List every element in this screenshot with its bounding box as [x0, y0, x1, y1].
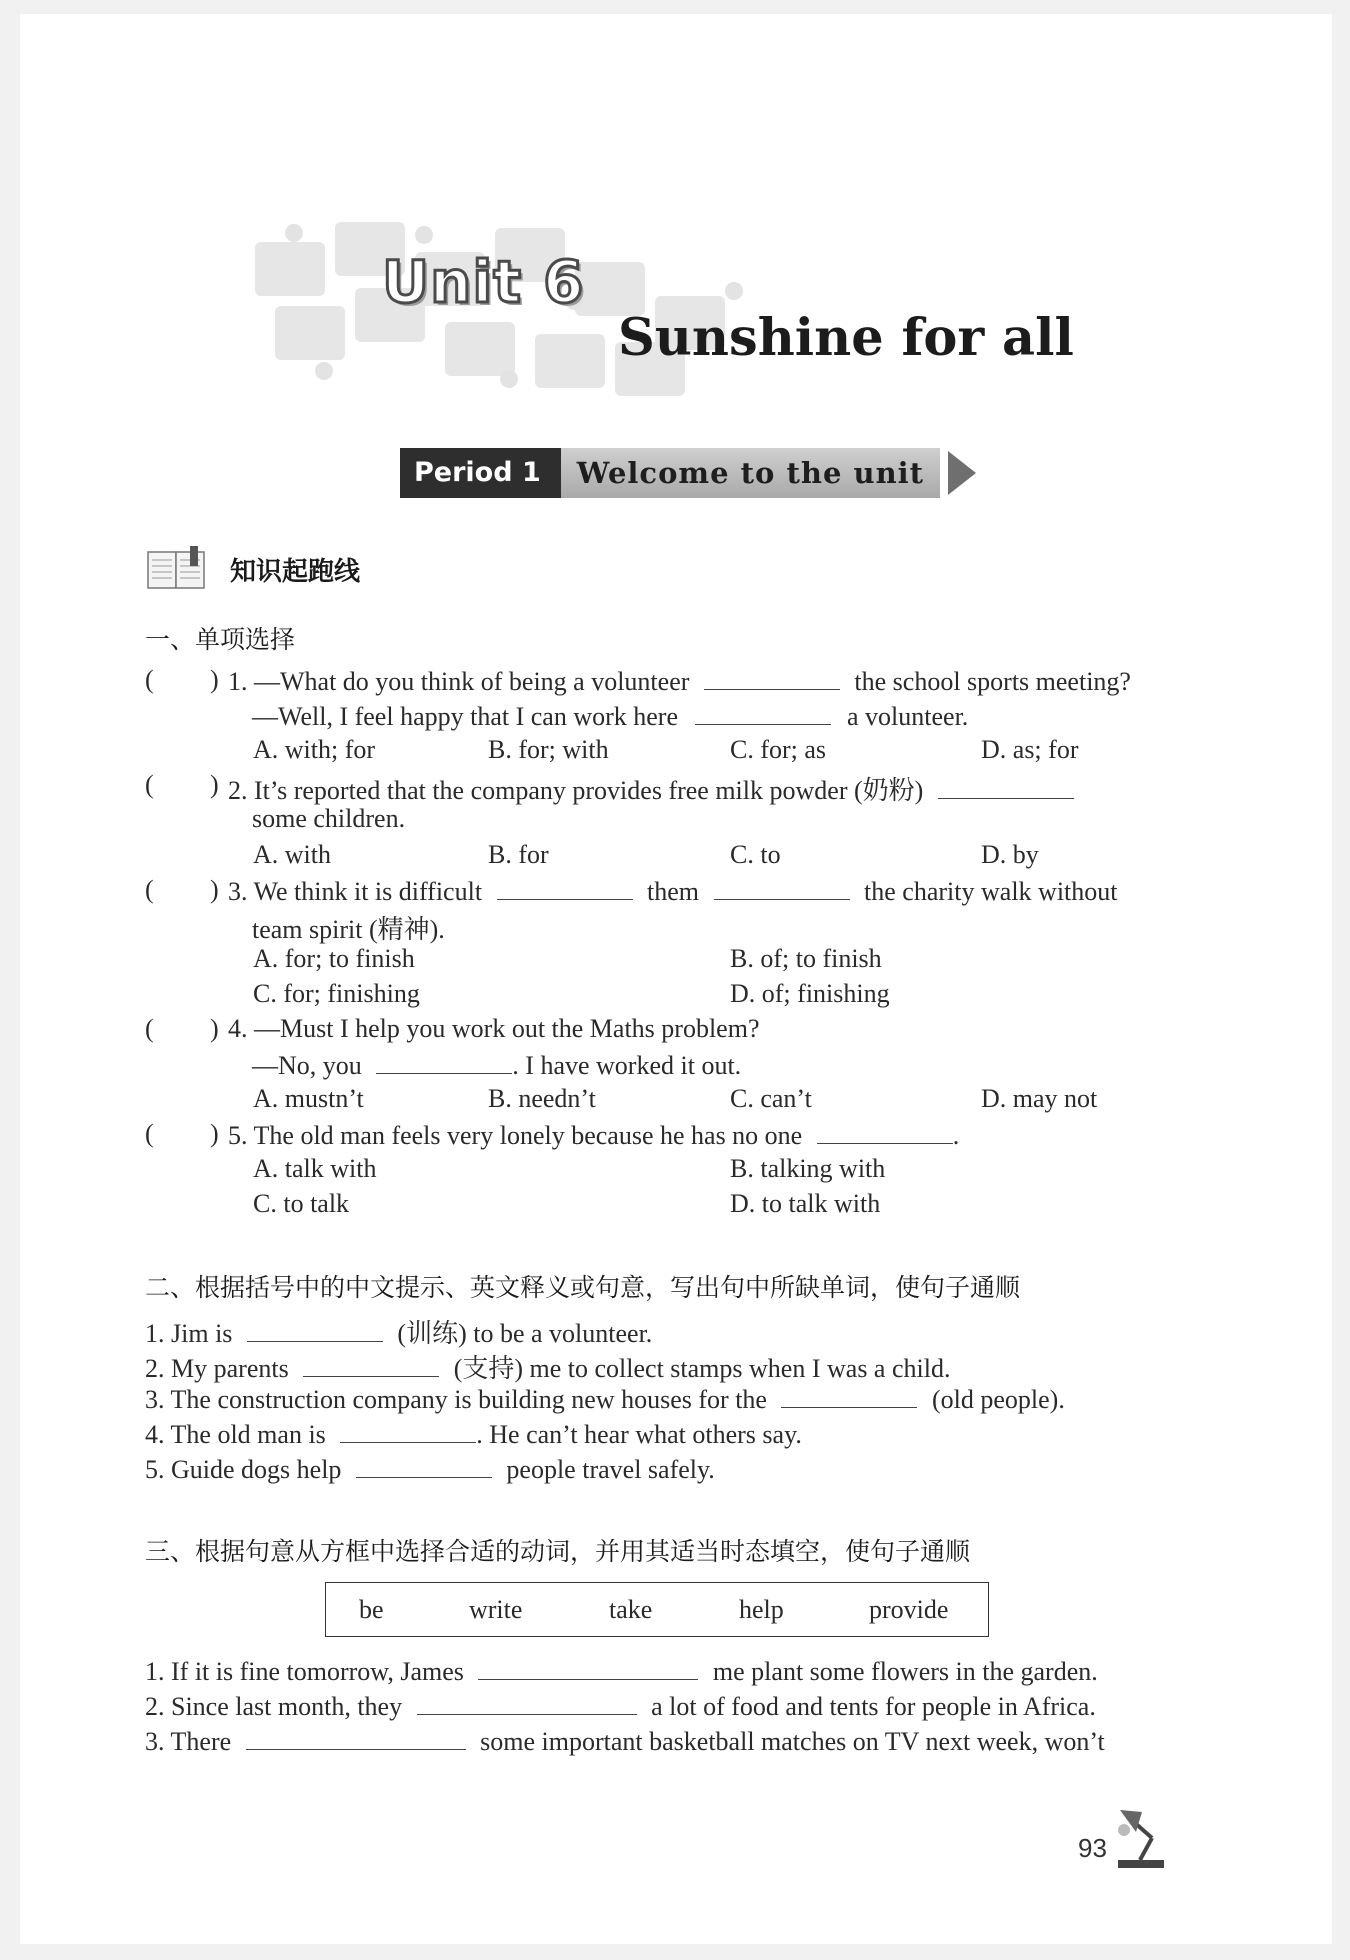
question-text: a volunteer. — [847, 702, 969, 731]
word-option: write — [469, 1595, 523, 1624]
answer-blank[interactable] — [695, 700, 831, 725]
fill-text: 2. Since last month, they — [145, 1692, 403, 1721]
fill-text: me plant some flowers in the garden. — [712, 1657, 1098, 1686]
answer-blank[interactable] — [356, 1453, 492, 1478]
fill-text: people travel safely. — [506, 1455, 715, 1484]
word-box — [325, 1582, 989, 1637]
answer-blank[interactable] — [781, 1383, 917, 1408]
question-text: —No, you — [252, 1051, 362, 1080]
option[interactable]: D. as; for — [981, 735, 1079, 764]
option[interactable]: D. of; finishing — [730, 979, 890, 1008]
period-banner — [400, 448, 976, 498]
fill-text: 3. There — [145, 1727, 232, 1756]
period-name: Welcome to the unit — [561, 448, 940, 498]
word-option: provide — [869, 1595, 949, 1624]
option[interactable]: C. can’t — [730, 1084, 812, 1113]
question-line — [252, 1049, 741, 1081]
fill-text: (old people). — [931, 1385, 1065, 1414]
fill-line — [145, 1418, 802, 1450]
word-option: take — [609, 1595, 653, 1624]
unit-title: Sunshine for all — [618, 308, 1074, 368]
section-heading — [146, 546, 360, 592]
option[interactable]: B. needn’t — [488, 1084, 596, 1113]
part1-title: 一、单项选择 — [145, 625, 296, 654]
fill-text: some important basketball matches on TV next week, won’t — [480, 1727, 1105, 1756]
lamp-icon — [1112, 1806, 1172, 1870]
question-text: —Well, I feel happy that I can work here — [252, 702, 679, 731]
option[interactable]: A. with — [253, 840, 331, 869]
fill-text: 1. Jim is — [145, 1319, 233, 1348]
question-line: 4. —Must I help you work out the Maths problem? — [228, 1014, 760, 1043]
question-text: 1. —What do you think of being a volunteer — [228, 667, 690, 696]
option[interactable]: B. of; to finish — [730, 944, 882, 973]
answer-paren[interactable]: ( — [145, 1014, 154, 1043]
option[interactable]: B. for — [488, 840, 549, 869]
option[interactable]: C. to — [730, 840, 781, 869]
fill-line — [145, 1655, 1098, 1687]
fill-text: . He can’t hear what others say. — [476, 1420, 802, 1449]
answer-blank[interactable] — [376, 1049, 512, 1074]
fill-text: 4. The old man is — [145, 1420, 326, 1449]
fill-text: 3. The construction company is building new houses for the — [145, 1385, 767, 1414]
fill-text: a lot of food and tents for people in Africa. — [651, 1692, 1096, 1721]
arrow-right-icon — [948, 451, 976, 495]
option[interactable]: C. for; finishing — [253, 979, 420, 1008]
answer-paren-close: ) — [210, 875, 219, 904]
answer-blank[interactable] — [938, 774, 1074, 799]
question-text: . — [952, 1121, 960, 1150]
answer-paren-close: ) — [210, 1014, 219, 1043]
answer-blank[interactable] — [340, 1418, 476, 1443]
answer-blank[interactable] — [497, 875, 633, 900]
fill-text: 2. My parents — [145, 1354, 289, 1383]
answer-blank[interactable] — [478, 1655, 698, 1680]
answer-blank[interactable] — [704, 665, 840, 690]
answer-paren[interactable]: ( — [145, 665, 154, 694]
fill-text: (训练) to be a volunteer. — [397, 1319, 653, 1348]
section-title: 知识起跑线 — [230, 556, 361, 587]
question-line: some children. — [252, 804, 406, 833]
answer-blank[interactable] — [303, 1352, 439, 1377]
option[interactable]: D. may not — [981, 1084, 1098, 1113]
page-number: 93 — [1078, 1833, 1107, 1863]
fill-line — [145, 1725, 1105, 1757]
question-line — [228, 875, 1117, 907]
fill-text: (支持) me to collect stamps when I was a child. — [453, 1354, 951, 1383]
answer-paren[interactable]: ( — [145, 770, 154, 799]
option[interactable]: A. for; to finish — [253, 944, 415, 973]
question-text: 3. We think it is difficult — [228, 877, 483, 906]
option[interactable]: A. with; for — [253, 735, 376, 764]
answer-paren-close: ) — [210, 1119, 219, 1148]
option[interactable]: C. to talk — [253, 1189, 350, 1218]
option[interactable]: D. by — [981, 840, 1039, 869]
question-line: team spirit (精神). — [252, 915, 445, 944]
answer-blank[interactable] — [247, 1317, 383, 1342]
option[interactable]: A. talk with — [253, 1154, 377, 1183]
fill-line — [145, 1383, 1065, 1415]
fill-line — [145, 1313, 652, 1350]
part2-title: 二、根据括号中的中文提示、英文释义或句意，写出句中所缺单词，使句子通顺 — [145, 1273, 1021, 1302]
fill-text: 5. Guide dogs help — [145, 1455, 342, 1484]
answer-paren-close: ) — [210, 770, 219, 799]
option[interactable]: B. talking with — [730, 1154, 886, 1183]
question-line — [252, 700, 968, 732]
question-text: . I have worked it out. — [512, 1051, 742, 1080]
period-label: Period 1 — [400, 448, 561, 498]
answer-blank[interactable] — [417, 1690, 637, 1715]
option[interactable]: C. for; as — [730, 735, 827, 764]
answer-blank[interactable] — [817, 1119, 953, 1144]
fill-line — [145, 1453, 715, 1485]
fill-text: 1. If it is fine tomorrow, James — [145, 1657, 464, 1686]
fill-line — [145, 1348, 950, 1385]
question-line — [228, 770, 1074, 807]
question-line — [228, 665, 1131, 697]
fill-line — [145, 1690, 1096, 1722]
question-text: 2. It’s reported that the company provides free milk powder (奶粉) — [228, 776, 924, 805]
unit-number: Unit 6 — [382, 248, 585, 316]
part3-title: 三、根据句意从方框中选择合适的动词，并用其适当时态填空，使句子通顺 — [145, 1537, 971, 1566]
answer-blank[interactable] — [714, 875, 850, 900]
answer-blank[interactable] — [246, 1725, 466, 1750]
book-icon — [146, 546, 208, 592]
option[interactable]: B. for; with — [488, 735, 609, 764]
question-text: them — [647, 877, 700, 906]
option[interactable]: D. to talk with — [730, 1189, 881, 1218]
option[interactable]: A. mustn’t — [253, 1084, 364, 1113]
answer-paren[interactable]: ( — [145, 875, 154, 904]
question-text: 5. The old man feels very lonely because he has no one — [228, 1121, 803, 1150]
word-option: help — [739, 1595, 784, 1624]
answer-paren-close: ) — [210, 665, 219, 694]
question-text: the charity walk without — [864, 877, 1118, 906]
question-line — [228, 1119, 959, 1151]
question-text: the school sports meeting? — [854, 667, 1131, 696]
word-option: be — [359, 1595, 384, 1624]
answer-paren[interactable]: ( — [145, 1119, 154, 1148]
